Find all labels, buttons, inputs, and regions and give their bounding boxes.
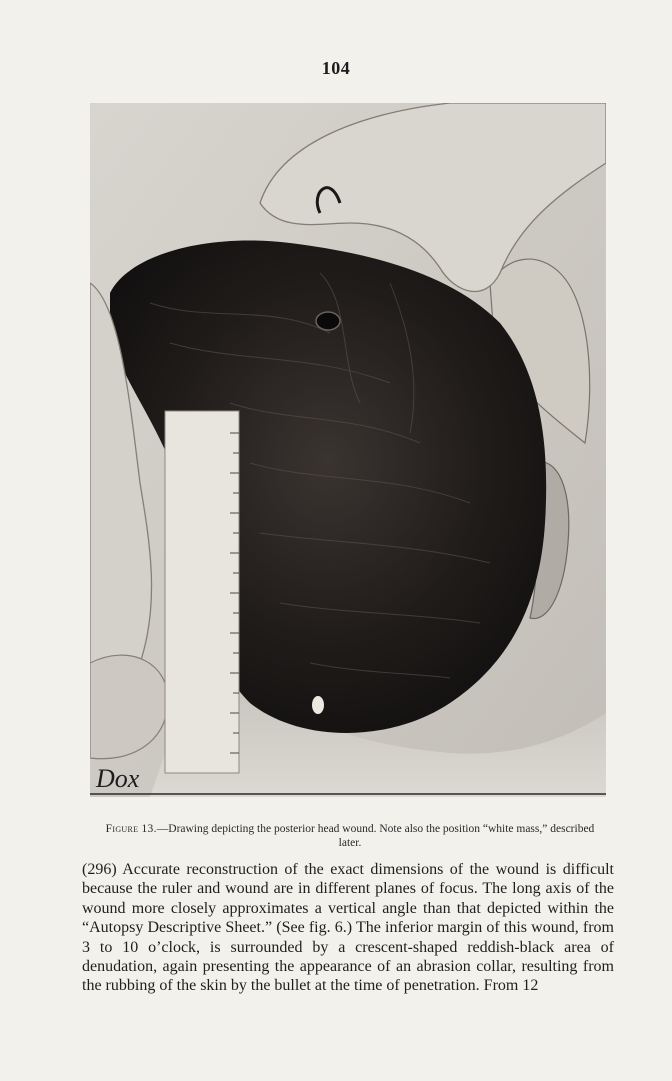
artist-signature: Dox [96,764,140,793]
posterior-head-wound-drawing-icon [90,103,606,797]
figure-caption-text: —Drawing depicting the posterior head wound. Note also the position “white mass,” described later. [156,823,595,849]
body-text [82,860,614,996]
figure-label: Figure 13. [105,823,157,835]
page-number: 104 [321,58,351,78]
figure-caption [100,822,600,850]
figure-13-illustration [90,103,606,797]
paragraph-296: (296) Accurate reconstruction of the exact dimensions of the wound is difficult because the ruler and wound are in different planes of focus. The long axis of the wound more closely approximates a vertical angle than that depicted within the “Autopsy Descriptive Sheet.” (See fig. 6.) The inferior margin of this wound, from 3 to 10 o’clock, is surrounded by a crescent-shaped reddish-black area of denudation, again presenting the appearance of an abrasion collar, resulting from the rubbing of the skin by the bullet at the time of penetration. From 12 [82,861,614,995]
